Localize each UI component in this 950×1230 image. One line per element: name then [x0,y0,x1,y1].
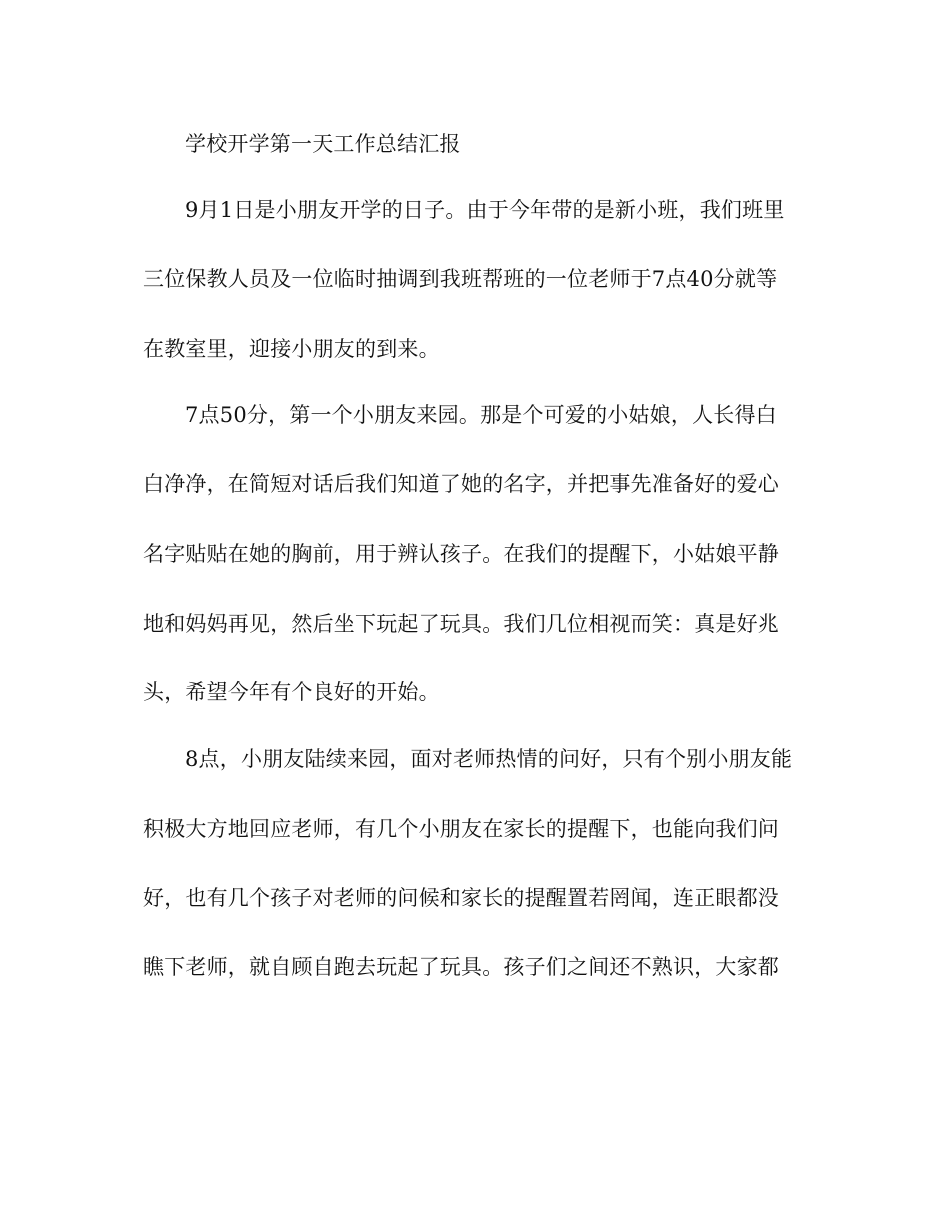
paragraph-1-line-3: 在教室里，迎接小朋友的到来。 [143,337,440,361]
paragraph-2-line-5: 头，希望今年有个良好的开始。 [143,680,440,704]
paragraph-3-line-2: 积极大方地回应老师，有几个小朋友在家长的提醒下，也能向我们问 [143,817,779,841]
paragraph-3-line-4: 瞧下老师，就自顾自跑去玩起了玩具。孩子们之间还不熟识，大家都 [143,955,779,979]
paragraph-2-line-1: 7点50分，第一个小朋友来园。那是个可爱的小姑娘，人长得白 [185,403,777,427]
paragraph-1-line-1: 9月1日是小朋友开学的日子。由于今年带的是新小班，我们班里 [185,198,785,222]
paragraph-2-line-2: 白净净，在简短对话后我们知道了她的名字，并把事先准备好的爱心 [143,472,779,496]
paragraph-3-line-1: 8点，小朋友陆续来园，面对老师热情的问好，只有个别小朋友能 [185,747,793,771]
paragraph-1-line-2: 三位保教人员及一位临时抽调到我班帮班的一位老师于7点40分就等 [143,267,778,291]
paragraph-3-line-3: 好，也有几个孩子对老师的问候和家长的提醒置若罔闻，连正眼都没 [143,886,779,910]
document-title: 学校开学第一天工作总结汇报 [185,132,461,156]
paragraph-2-line-3: 名字贴贴在她的胸前，用于辨认孩子。在我们的提醒下，小姑娘平静 [143,542,779,566]
paragraph-2-line-4: 地和妈妈再见，然后坐下玩起了玩具。我们几位相视而笑：真是好兆 [143,612,779,636]
